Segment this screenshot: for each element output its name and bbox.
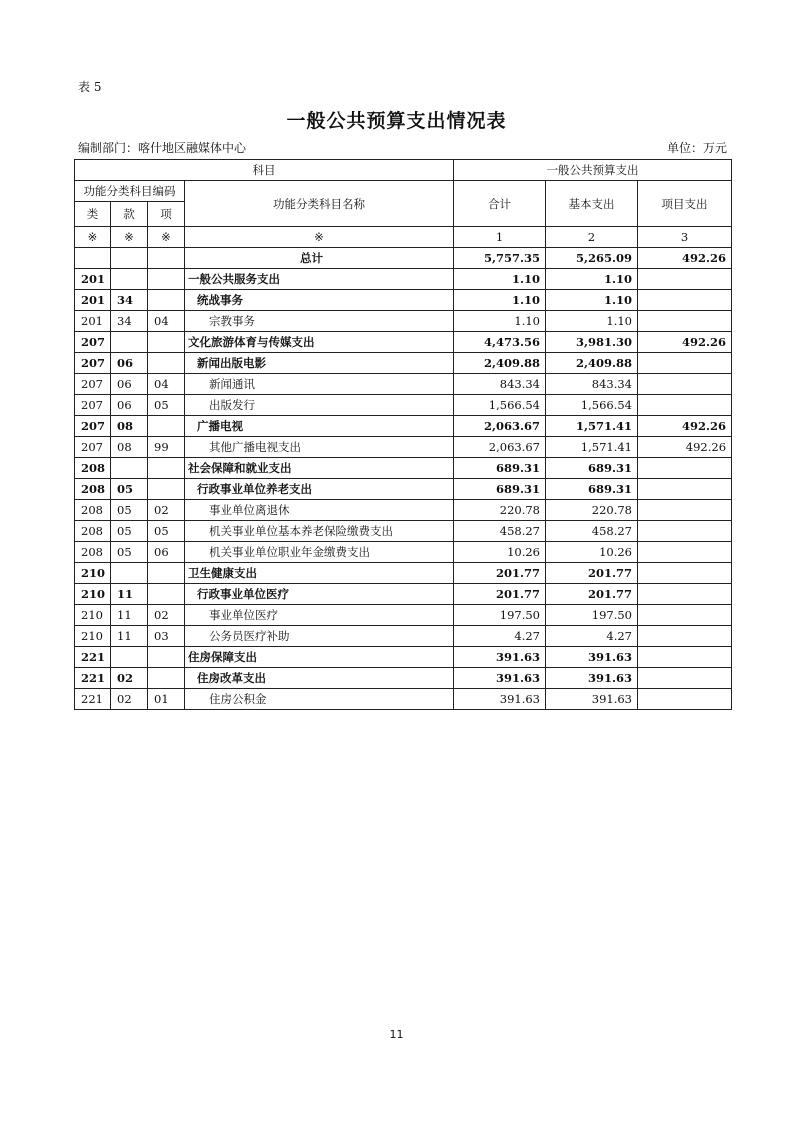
xiang-cell xyxy=(148,584,185,605)
kuan-cell: 34 xyxy=(111,290,148,311)
page-title: 一般公共预算支出情况表 xyxy=(286,110,507,132)
total-cell: 689.31 xyxy=(454,479,546,500)
subject-name-cell: 新闻通讯 xyxy=(185,374,454,395)
total-cell: 2,063.67 xyxy=(454,437,546,458)
project-cell xyxy=(638,500,732,521)
xiang-cell: 04 xyxy=(148,374,185,395)
table-row xyxy=(75,437,732,458)
total-cell: 197.50 xyxy=(454,605,546,626)
kuan-cell: 02 xyxy=(111,668,148,689)
project-cell: 492.26 xyxy=(638,416,732,437)
lei-cell: 207 xyxy=(75,437,111,458)
xiang-cell: 04 xyxy=(148,311,185,332)
total-cell: 1.10 xyxy=(454,311,546,332)
xiang-cell xyxy=(148,290,185,311)
table-row xyxy=(75,689,732,710)
kuan-cell xyxy=(111,269,148,290)
total-cell: 10.26 xyxy=(454,542,546,563)
kuan-cell: 05 xyxy=(111,521,148,542)
table-row xyxy=(75,290,732,311)
table-row xyxy=(75,353,732,374)
table-row xyxy=(75,479,732,500)
xiang-cell xyxy=(148,668,185,689)
basic-cell: 1.10 xyxy=(546,269,638,290)
project-cell xyxy=(638,542,732,563)
total-cell: 2,409.88 xyxy=(454,353,546,374)
total-cell: 220.78 xyxy=(454,500,546,521)
kuan-cell: 08 xyxy=(111,416,148,437)
total-cell: 1.10 xyxy=(454,290,546,311)
total-basic: 5,265.09 xyxy=(546,248,638,269)
total-cell: 843.34 xyxy=(454,374,546,395)
basic-cell: 843.34 xyxy=(546,374,638,395)
table-row xyxy=(75,626,732,647)
kuan-cell: 06 xyxy=(111,374,148,395)
table-row xyxy=(75,416,732,437)
subject-name-cell: 行政事业单位养老支出 xyxy=(185,479,454,500)
basic-cell: 197.50 xyxy=(546,605,638,626)
project-cell: 492.26 xyxy=(638,332,732,353)
basic-cell: 3,981.30 xyxy=(546,332,638,353)
total-code-cell xyxy=(148,248,185,269)
total-row xyxy=(75,248,732,269)
xiang-cell xyxy=(148,458,185,479)
table-row xyxy=(75,458,732,479)
project-cell xyxy=(638,353,732,374)
project-cell xyxy=(638,395,732,416)
kuan-cell: 11 xyxy=(111,584,148,605)
xiang-cell: 05 xyxy=(148,395,185,416)
project-cell xyxy=(638,311,732,332)
subject-header: 科目 xyxy=(75,160,454,181)
xiang-cell: 02 xyxy=(148,605,185,626)
total-cell: 4.27 xyxy=(454,626,546,647)
subject-name-cell: 事业单位离退休 xyxy=(185,500,454,521)
total-cell: 391.63 xyxy=(454,668,546,689)
xiang-cell: 03 xyxy=(148,626,185,647)
kuan-cell xyxy=(111,647,148,668)
index-row xyxy=(75,227,732,248)
code-header: 功能分类科目编码 xyxy=(75,181,185,202)
total-project: 492.26 xyxy=(638,248,732,269)
xiang-cell: 05 xyxy=(148,521,185,542)
table-row xyxy=(75,374,732,395)
index-number: 2 xyxy=(546,227,638,248)
basic-cell: 391.63 xyxy=(546,689,638,710)
basic-cell: 4.27 xyxy=(546,626,638,647)
subject-name-cell: 机关事业单位基本养老保险缴费支出 xyxy=(185,521,454,542)
subject-name-cell: 行政事业单位医疗 xyxy=(185,584,454,605)
lei-header: 类 xyxy=(75,202,111,227)
lei-cell: 210 xyxy=(75,584,111,605)
lei-cell: 208 xyxy=(75,458,111,479)
xiang-cell xyxy=(148,647,185,668)
index-number: 3 xyxy=(638,227,732,248)
total-cell: 201.77 xyxy=(454,584,546,605)
basic-cell: 391.63 xyxy=(546,668,638,689)
lei-cell: 207 xyxy=(75,374,111,395)
name-header: 功能分类科目名称 xyxy=(185,181,454,227)
subject-name-cell: 事业单位医疗 xyxy=(185,605,454,626)
subject-name-cell: 广播电视 xyxy=(185,416,454,437)
xiang-cell: 01 xyxy=(148,689,185,710)
index-mark: ※ xyxy=(75,227,111,248)
department-label: 编制部门：喀什地区融媒体中心 xyxy=(78,141,247,155)
kuan-cell: 06 xyxy=(111,353,148,374)
header-row-1 xyxy=(75,160,732,181)
xiang-cell: 02 xyxy=(148,500,185,521)
budget-table xyxy=(74,159,732,710)
kuan-cell: 05 xyxy=(111,542,148,563)
kuan-cell: 05 xyxy=(111,479,148,500)
kuan-cell: 11 xyxy=(111,605,148,626)
xiang-cell xyxy=(148,353,185,374)
subject-name-cell: 文化旅游体育与传媒支出 xyxy=(185,332,454,353)
basic-cell: 201.77 xyxy=(546,584,638,605)
table-row xyxy=(75,395,732,416)
total-cell: 1,566.54 xyxy=(454,395,546,416)
xiang-cell xyxy=(148,332,185,353)
kuan-cell xyxy=(111,458,148,479)
lei-cell: 221 xyxy=(75,689,111,710)
basic-header: 基本支出 xyxy=(546,181,638,227)
total-cell: 689.31 xyxy=(454,458,546,479)
kuan-cell: 34 xyxy=(111,311,148,332)
subject-name-cell: 住房改革支出 xyxy=(185,668,454,689)
basic-cell: 1.10 xyxy=(546,290,638,311)
project-cell xyxy=(638,458,732,479)
table-row xyxy=(75,500,732,521)
total-cell: 4,473.56 xyxy=(454,332,546,353)
project-header: 项目支出 xyxy=(638,181,732,227)
basic-cell: 1,566.54 xyxy=(546,395,638,416)
index-mark: ※ xyxy=(185,227,454,248)
subject-name-cell: 其他广播电视支出 xyxy=(185,437,454,458)
project-cell xyxy=(638,269,732,290)
basic-cell: 458.27 xyxy=(546,521,638,542)
subject-name-cell: 公务员医疗补助 xyxy=(185,626,454,647)
basic-cell: 689.31 xyxy=(546,479,638,500)
kuan-cell xyxy=(111,332,148,353)
xiang-cell xyxy=(148,416,185,437)
index-mark: ※ xyxy=(111,227,148,248)
total-cell: 391.63 xyxy=(454,689,546,710)
total-cell: 201.77 xyxy=(454,563,546,584)
lei-cell: 207 xyxy=(75,332,111,353)
kuan-cell: 08 xyxy=(111,437,148,458)
unit-label: 单位：万元 xyxy=(666,141,727,155)
table-label: 表 5 xyxy=(78,80,102,94)
header-row-2 xyxy=(75,181,732,202)
project-cell xyxy=(638,626,732,647)
lei-cell: 221 xyxy=(75,647,111,668)
budget-header: 一般公共预算支出 xyxy=(454,160,732,181)
xiang-cell xyxy=(148,563,185,584)
subject-name-cell: 新闻出版电影 xyxy=(185,353,454,374)
total-cell: 1.10 xyxy=(454,269,546,290)
project-cell xyxy=(638,647,732,668)
table-row xyxy=(75,584,732,605)
total-cell: 391.63 xyxy=(454,647,546,668)
basic-cell: 201.77 xyxy=(546,563,638,584)
project-cell xyxy=(638,563,732,584)
lei-cell: 208 xyxy=(75,479,111,500)
lei-cell: 210 xyxy=(75,605,111,626)
subject-name-cell: 统战事务 xyxy=(185,290,454,311)
subject-name-cell: 宗教事务 xyxy=(185,311,454,332)
xiang-header: 项 xyxy=(148,202,185,227)
basic-cell: 689.31 xyxy=(546,458,638,479)
total-cell: 458.27 xyxy=(454,521,546,542)
table-row xyxy=(75,647,732,668)
total-header: 合计 xyxy=(454,181,546,227)
total-cell: 2,063.67 xyxy=(454,416,546,437)
table-row xyxy=(75,521,732,542)
basic-cell: 391.63 xyxy=(546,647,638,668)
lei-cell: 208 xyxy=(75,521,111,542)
kuan-cell xyxy=(111,563,148,584)
lei-cell: 208 xyxy=(75,542,111,563)
subject-name-cell: 机关事业单位职业年金缴费支出 xyxy=(185,542,454,563)
subject-name-cell: 住房公积金 xyxy=(185,689,454,710)
table-row xyxy=(75,542,732,563)
subject-name-cell: 社会保障和就业支出 xyxy=(185,458,454,479)
basic-cell: 1,571.41 xyxy=(546,416,638,437)
project-cell xyxy=(638,521,732,542)
project-cell xyxy=(638,584,732,605)
lei-cell: 208 xyxy=(75,500,111,521)
kuan-cell: 02 xyxy=(111,689,148,710)
basic-cell: 2,409.88 xyxy=(546,353,638,374)
kuan-cell: 05 xyxy=(111,500,148,521)
lei-cell: 201 xyxy=(75,311,111,332)
xiang-cell: 06 xyxy=(148,542,185,563)
lei-cell: 207 xyxy=(75,395,111,416)
total-sum: 5,757.35 xyxy=(454,248,546,269)
project-cell xyxy=(638,479,732,500)
subject-name-cell: 卫生健康支出 xyxy=(185,563,454,584)
project-cell xyxy=(638,374,732,395)
basic-cell: 10.26 xyxy=(546,542,638,563)
lei-cell: 201 xyxy=(75,290,111,311)
subject-name-cell: 出版发行 xyxy=(185,395,454,416)
kuan-cell: 06 xyxy=(111,395,148,416)
total-code-cell xyxy=(75,248,111,269)
lei-cell: 201 xyxy=(75,269,111,290)
project-cell xyxy=(638,605,732,626)
project-cell: 492.26 xyxy=(638,437,732,458)
xiang-cell: 99 xyxy=(148,437,185,458)
lei-cell: 221 xyxy=(75,668,111,689)
total-code-cell xyxy=(111,248,148,269)
kuan-header: 款 xyxy=(111,202,148,227)
page-number: 11 xyxy=(389,1028,404,1041)
basic-cell: 1.10 xyxy=(546,311,638,332)
lei-cell: 207 xyxy=(75,416,111,437)
lei-cell: 207 xyxy=(75,353,111,374)
kuan-cell: 11 xyxy=(111,626,148,647)
xiang-cell xyxy=(148,479,185,500)
index-mark: ※ xyxy=(148,227,185,248)
total-label: 总计 xyxy=(185,248,454,269)
table-row xyxy=(75,605,732,626)
subject-name-cell: 一般公共服务支出 xyxy=(185,269,454,290)
subject-name-cell: 住房保障支出 xyxy=(185,647,454,668)
table-row xyxy=(75,563,732,584)
table-row xyxy=(75,269,732,290)
basic-cell: 1,571.41 xyxy=(546,437,638,458)
table-row xyxy=(75,311,732,332)
project-cell xyxy=(638,668,732,689)
table-row xyxy=(75,332,732,353)
basic-cell: 220.78 xyxy=(546,500,638,521)
lei-cell: 210 xyxy=(75,563,111,584)
table-row xyxy=(75,668,732,689)
project-cell xyxy=(638,290,732,311)
xiang-cell xyxy=(148,269,185,290)
index-number: 1 xyxy=(454,227,546,248)
lei-cell: 210 xyxy=(75,626,111,647)
project-cell xyxy=(638,689,732,710)
